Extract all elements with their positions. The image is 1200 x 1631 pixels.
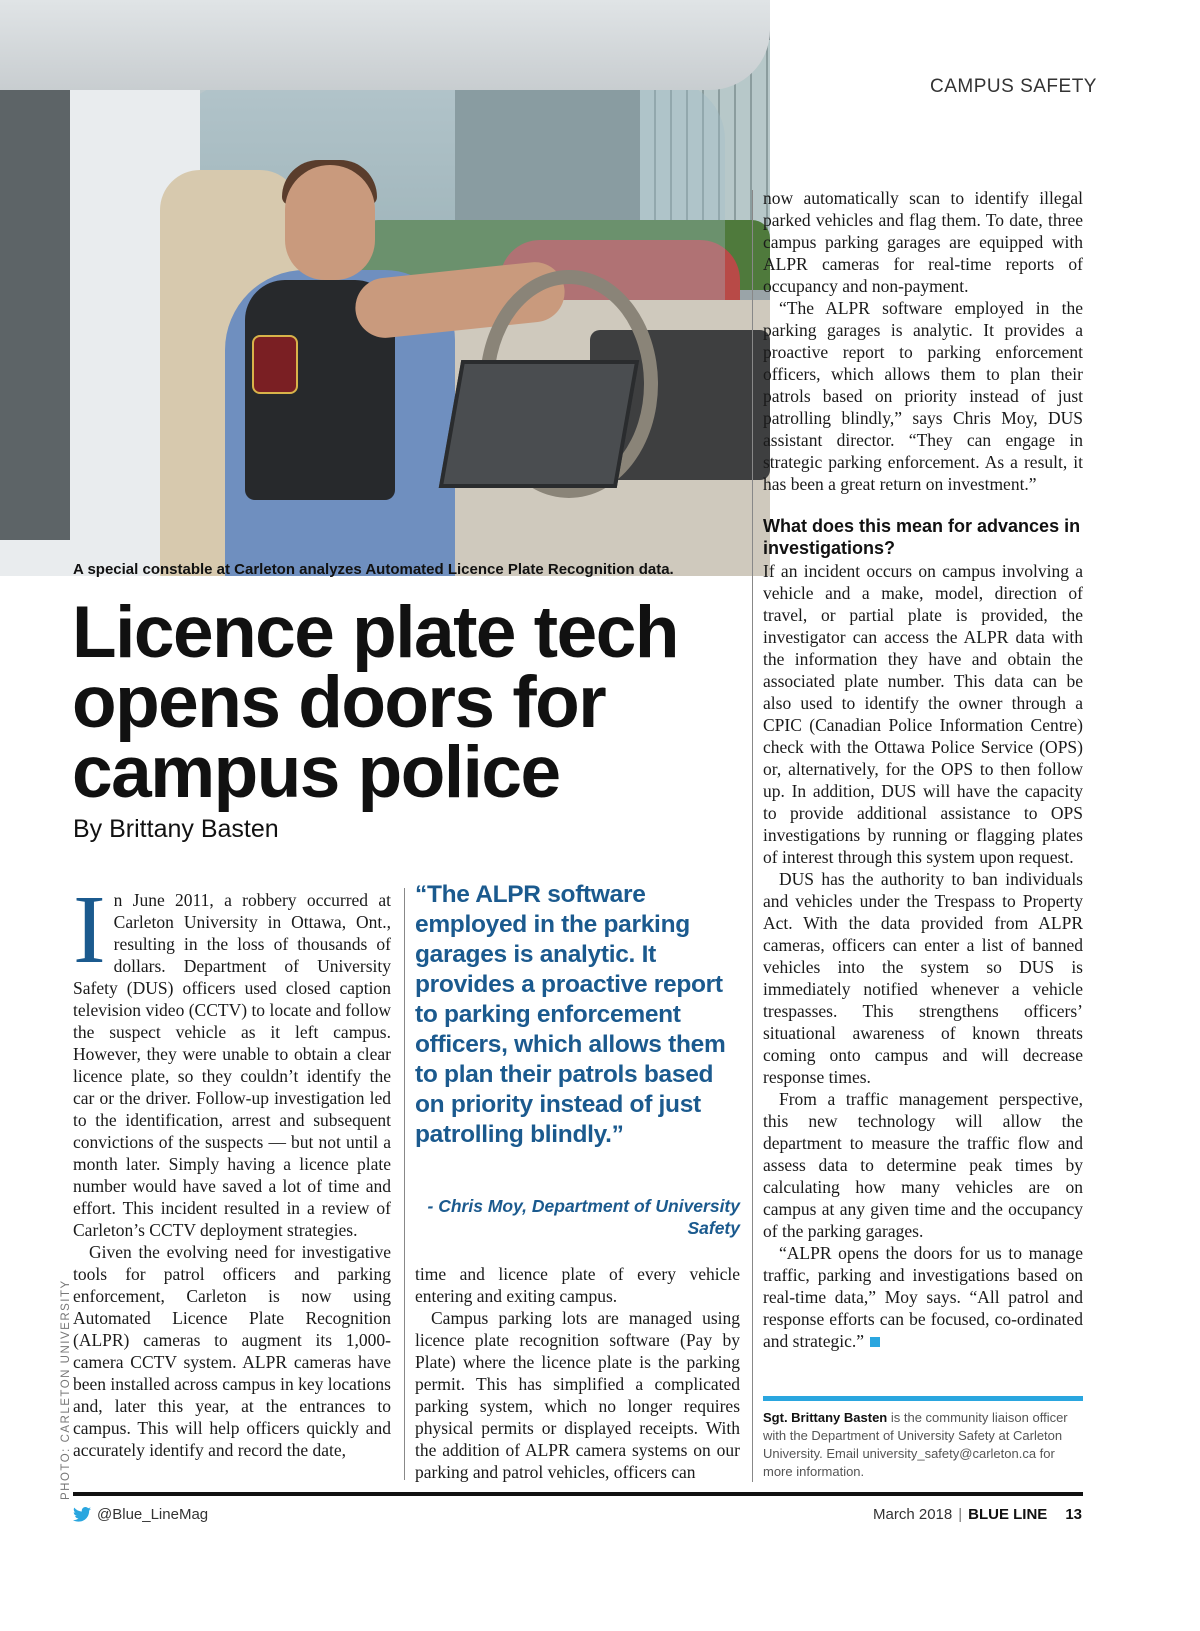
pull-quote: “The ALPR software employed in the parking garages is analytic. It provides a proactive report to parking enforcement officers, which allows them to plan their patrols based on priority instead of just patrolling blindly.”: [415, 881, 726, 1148]
paragraph: DUS has the authority to ban individuals and vehicles under the Trespass to Property Act. With the data provided from ALPR cameras, officers can enter a list of banned vehicles into the system so DUS is immediately notified whenever a vehicle trespasses. This strengthens officers’ situational awareness of known threats coming onto campus and will decrease response times.: [763, 869, 1083, 1087]
magazine-name: BLUE LINE: [968, 1506, 1048, 1523]
bio-author-name: Sgt. Brittany Basten: [763, 1410, 888, 1425]
paragraph: “The ALPR software employed in the parking garages is analytic. It provides a proactive report to parking enforcement officers, which allows them to plan their patrols based on priority instead of just patrolling blindly,” says Chris Moy, DUS assistant director. “They can engage in strategic parking enforcement. As a result, it has been a great return on investment.”: [763, 298, 1083, 494]
paragraph: If an incident occurs on campus involving a vehicle and a make, model, direction of travel, or partial plate is provided, the investigator can access the ALPR data with the information they have and obtain the associated plate number. This data can be also used to identify the owner through a CPIC (Canadian Police Information Centre) check with the Ottawa Police Service (OPS) or, alternatively, for the OPS to then follow up. In addition, DUS will have the capacity to provide additional assistance to OPS investigations by running or flagging plates of interest through this system upon request.: [763, 561, 1083, 867]
twitter-bird-icon: [73, 1507, 91, 1522]
footer-issue-info: [820, 1506, 1082, 1523]
shoulder-patch: [252, 335, 298, 394]
column-divider: [404, 888, 405, 1480]
byline: By Brittany Basten: [73, 815, 279, 843]
headline: Licence plate tech opens doors for campus police: [72, 592, 678, 813]
paragraph: Campus parking lots are managed using licence plate recognition software (Pay by Plate) where the licence plate is the parking permit. This has simplified a complicated parking system, which no longer requires physical permits or displayed receipts. With the addition of ALPR camera systems on our parking and patrol vehicles, officers can: [415, 1308, 740, 1482]
footer-separator: |: [958, 1506, 963, 1523]
issue-date: March 2018: [873, 1506, 953, 1523]
section-label: CAMPUS SAFETY: [930, 76, 1097, 97]
subheading: What does this mean for advances in investigations?: [763, 516, 1081, 558]
end-of-article-mark: [870, 1337, 880, 1347]
bio-divider-bar: [763, 1396, 1083, 1401]
author-bio: [763, 1409, 1083, 1481]
page-number: 13: [1065, 1506, 1082, 1523]
article-photo: [0, 0, 770, 576]
article-column-3-bottom: [763, 560, 1083, 1352]
drop-cap: I: [73, 876, 106, 984]
bio-text: is the community liaison officer with the Department of University Safety at Carleton University. Email university_safety@carleton.ca for more information.: [763, 1410, 1068, 1479]
article-column-3-top: [763, 187, 1083, 495]
paragraph: Given the evolving need for investigative tools for patrol officers and parking enforcement, Carleton is now using Automated Licence Plate Recognition (ALPR) cameras to augment its 1,000-camera CCTV system. ALPR cameras have been installed across campus in key locations and, later this year, at the entrances to campus. This will help officers quickly and accurately identify and record the date,: [73, 1242, 391, 1460]
paragraph-text: “ALPR opens the doors for us to manage traffic, parking and investigations based on real-time data,” Moy says. “All patrol and response efforts can be focused, co-ordinated and strategic.”: [763, 1243, 1083, 1351]
laptop: [439, 360, 640, 488]
photo-caption: A special constable at Carleton analyzes Automated Licence Plate Recognition data.: [73, 561, 674, 578]
paragraph: now automatically scan to identify illegal parked vehicles and flag them. To date, three campus parking garages are equipped with ALPR cameras for real-time reports of occupancy and non-payment.: [763, 188, 1083, 296]
paragraph: n June 2011, a robbery occurred at Carleton University in Ottawa, Ont., resulting in the loss of thousands of dollars. Department of University Safety (DUS) officers used closed caption television video (CCTV) to locate and follow the suspect vehicle as it left campus. However, they were unable to obtain a clear licence plate, so they couldn’t identify the car or the driver. Follow-up investigation led to the identification, arrest and subsequent convictions of the suspects — but not until a month later. Simply having a licence plate number would have saved a lot of time and effort. This incident resulted in a review of Carleton’s CCTV deployment strategies.: [73, 890, 391, 1240]
article-column-1: [73, 876, 391, 1461]
footer-twitter[interactable]: [73, 1506, 208, 1523]
paragraph: time and licence plate of every vehicle entering and exiting campus.: [415, 1264, 740, 1306]
column-divider: [752, 190, 753, 1482]
footer-rule: [73, 1492, 1083, 1496]
paragraph: From a traffic management perspective, this new technology will allow the department to measure the traffic flow and assess data to determine peak times by calculating how many vehicles are on campus at any given time and the occupancy of the parking garages.: [763, 1089, 1083, 1241]
photo-credit: PHOTO: CARLETON UNIVERSITY: [60, 1279, 72, 1500]
pull-quote-attribution: - Chris Moy, Department of University Safety: [427, 1196, 740, 1238]
article-column-2: [415, 1263, 740, 1483]
paragraph-final: [763, 1242, 1083, 1352]
twitter-handle: @Blue_LineMag: [97, 1506, 209, 1523]
